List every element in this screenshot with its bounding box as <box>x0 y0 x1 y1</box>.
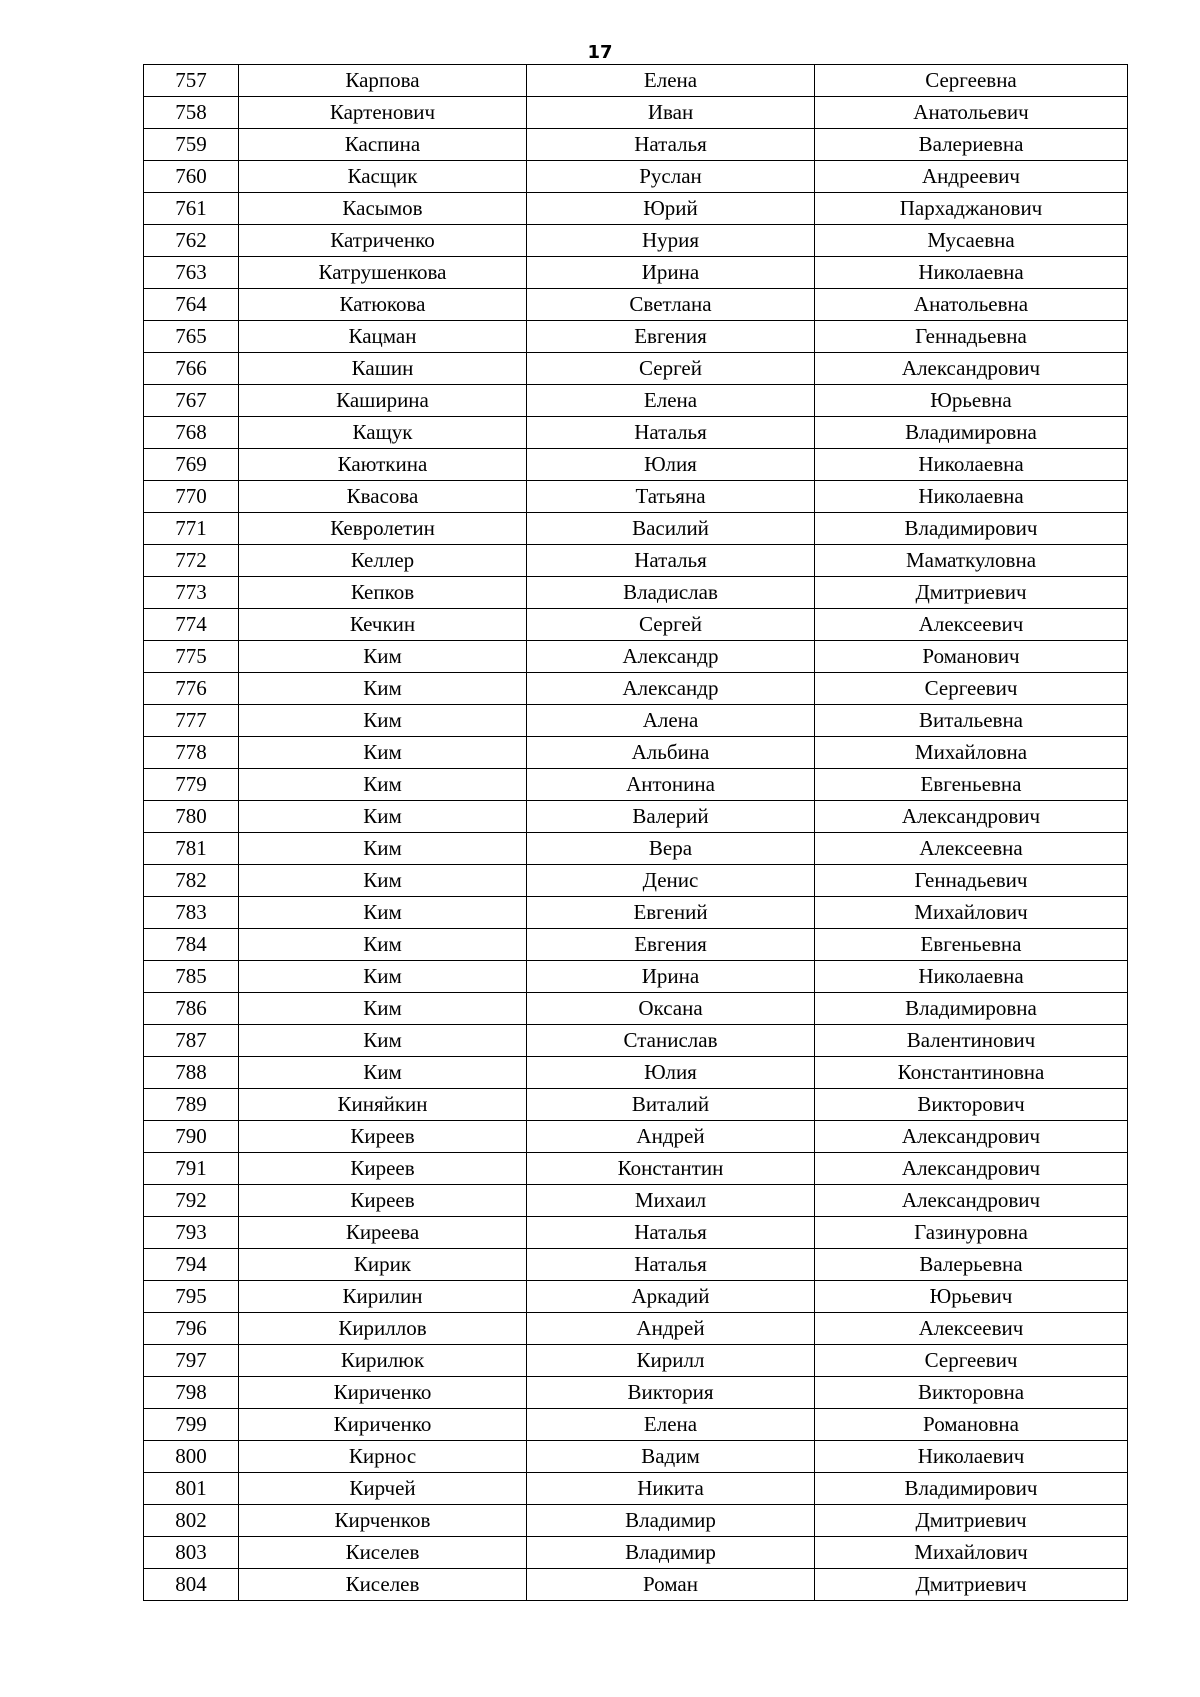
first-name-cell: Оксана <box>527 993 815 1025</box>
patronymic-cell: Валентинович <box>815 1025 1128 1057</box>
last-name-cell: Кепков <box>239 577 527 609</box>
last-name-cell: Кацман <box>239 321 527 353</box>
first-name-cell: Наталья <box>527 1249 815 1281</box>
table-row <box>144 545 1128 577</box>
table-row <box>144 609 1128 641</box>
row-number-cell: 785 <box>144 961 239 993</box>
patronymic-cell: Романович <box>815 641 1128 673</box>
last-name-cell: Ким <box>239 929 527 961</box>
row-number-cell: 791 <box>144 1153 239 1185</box>
patronymic-cell: Николаевна <box>815 449 1128 481</box>
first-name-cell: Ирина <box>527 961 815 993</box>
row-number-cell: 770 <box>144 481 239 513</box>
first-name-cell: Кирилл <box>527 1345 815 1377</box>
row-number-cell: 790 <box>144 1121 239 1153</box>
table-row <box>144 961 1128 993</box>
last-name-cell: Киняйкин <box>239 1089 527 1121</box>
first-name-cell: Наталья <box>527 129 815 161</box>
last-name-cell: Ким <box>239 641 527 673</box>
table-row <box>144 1025 1128 1057</box>
patronymic-cell: Дмитриевич <box>815 577 1128 609</box>
last-name-cell: Карпова <box>239 65 527 97</box>
patronymic-cell: Юрьевич <box>815 1281 1128 1313</box>
last-name-cell: Ким <box>239 865 527 897</box>
table-row <box>144 417 1128 449</box>
patronymic-cell: Александрович <box>815 1121 1128 1153</box>
patronymic-cell: Владимирович <box>815 513 1128 545</box>
row-number-cell: 789 <box>144 1089 239 1121</box>
table-row <box>144 65 1128 97</box>
last-name-cell: Кашин <box>239 353 527 385</box>
table-row <box>144 1057 1128 1089</box>
row-number-cell: 769 <box>144 449 239 481</box>
last-name-cell: Кирнос <box>239 1441 527 1473</box>
table-row <box>144 1121 1128 1153</box>
patronymic-cell: Маматкуловна <box>815 545 1128 577</box>
row-number-cell: 784 <box>144 929 239 961</box>
patronymic-cell: Михайловна <box>815 737 1128 769</box>
patronymic-cell: Валерьевна <box>815 1249 1128 1281</box>
first-name-cell: Никита <box>527 1473 815 1505</box>
first-name-cell: Вадим <box>527 1441 815 1473</box>
row-number-cell: 758 <box>144 97 239 129</box>
patronymic-cell: Геннадьевич <box>815 865 1128 897</box>
row-number-cell: 793 <box>144 1217 239 1249</box>
row-number-cell: 766 <box>144 353 239 385</box>
row-number-cell: 799 <box>144 1409 239 1441</box>
row-number-cell: 777 <box>144 705 239 737</box>
first-name-cell: Татьяна <box>527 481 815 513</box>
row-number-cell: 798 <box>144 1377 239 1409</box>
row-number-cell: 788 <box>144 1057 239 1089</box>
table-row <box>144 481 1128 513</box>
first-name-cell: Андрей <box>527 1313 815 1345</box>
table-row <box>144 1217 1128 1249</box>
row-number-cell: 804 <box>144 1569 239 1601</box>
row-number-cell: 792 <box>144 1185 239 1217</box>
first-name-cell: Владислав <box>527 577 815 609</box>
first-name-cell: Валерий <box>527 801 815 833</box>
patronymic-cell: Алексеевна <box>815 833 1128 865</box>
first-name-cell: Светлана <box>527 289 815 321</box>
table-row <box>144 1185 1128 1217</box>
table-row <box>144 673 1128 705</box>
row-number-cell: 774 <box>144 609 239 641</box>
table-row <box>144 193 1128 225</box>
row-number-cell: 795 <box>144 1281 239 1313</box>
first-name-cell: Альбина <box>527 737 815 769</box>
table-row <box>144 513 1128 545</box>
patronymic-cell: Анатольевна <box>815 289 1128 321</box>
last-name-cell: Каспина <box>239 129 527 161</box>
patronymic-cell: Геннадьевна <box>815 321 1128 353</box>
patronymic-cell: Дмитриевич <box>815 1569 1128 1601</box>
patronymic-cell: Викторовна <box>815 1377 1128 1409</box>
last-name-cell: Ким <box>239 993 527 1025</box>
first-name-cell: Ирина <box>527 257 815 289</box>
last-name-cell: Касщик <box>239 161 527 193</box>
table-row <box>144 1473 1128 1505</box>
table-row <box>144 1569 1128 1601</box>
table-row <box>144 257 1128 289</box>
patronymic-cell: Александрович <box>815 1153 1128 1185</box>
first-name-cell: Александр <box>527 673 815 705</box>
row-number-cell: 786 <box>144 993 239 1025</box>
row-number-cell: 776 <box>144 673 239 705</box>
patronymic-cell: Александрович <box>815 353 1128 385</box>
first-name-cell: Нурия <box>527 225 815 257</box>
row-number-cell: 780 <box>144 801 239 833</box>
last-name-cell: Ким <box>239 737 527 769</box>
table-row <box>144 1313 1128 1345</box>
patronymic-cell: Сергеевич <box>815 673 1128 705</box>
first-name-cell: Наталья <box>527 545 815 577</box>
row-number-cell: 779 <box>144 769 239 801</box>
last-name-cell: Квасова <box>239 481 527 513</box>
last-name-cell: Ким <box>239 801 527 833</box>
last-name-cell: Ким <box>239 897 527 929</box>
patronymic-cell: Николаевна <box>815 961 1128 993</box>
row-number-cell: 803 <box>144 1537 239 1569</box>
patronymic-cell: Константиновна <box>815 1057 1128 1089</box>
patronymic-cell: Михайлович <box>815 1537 1128 1569</box>
table-row <box>144 1089 1128 1121</box>
table-row <box>144 897 1128 929</box>
row-number-cell: 767 <box>144 385 239 417</box>
row-number-cell: 782 <box>144 865 239 897</box>
row-number-cell: 757 <box>144 65 239 97</box>
table-row <box>144 1345 1128 1377</box>
last-name-cell: Кащук <box>239 417 527 449</box>
table-row <box>144 1537 1128 1569</box>
patronymic-cell: Андреевич <box>815 161 1128 193</box>
table-row <box>144 289 1128 321</box>
patronymic-cell: Евгеньевна <box>815 929 1128 961</box>
table-row <box>144 1377 1128 1409</box>
table-row <box>144 769 1128 801</box>
first-name-cell: Антонина <box>527 769 815 801</box>
first-name-cell: Андрей <box>527 1121 815 1153</box>
patronymic-cell: Викторович <box>815 1089 1128 1121</box>
last-name-cell: Картенович <box>239 97 527 129</box>
last-name-cell: Кирилюк <box>239 1345 527 1377</box>
patronymic-cell: Алексеевич <box>815 1313 1128 1345</box>
row-number-cell: 773 <box>144 577 239 609</box>
first-name-cell: Станислав <box>527 1025 815 1057</box>
patronymic-cell: Витальевна <box>815 705 1128 737</box>
patronymic-cell: Пархаджанович <box>815 193 1128 225</box>
first-name-cell: Алена <box>527 705 815 737</box>
row-number-cell: 796 <box>144 1313 239 1345</box>
first-name-cell: Наталья <box>527 1217 815 1249</box>
patronymic-cell: Анатольевич <box>815 97 1128 129</box>
patronymic-cell: Юрьевна <box>815 385 1128 417</box>
table-row <box>144 161 1128 193</box>
last-name-cell: Ким <box>239 1025 527 1057</box>
last-name-cell: Ким <box>239 673 527 705</box>
table-row <box>144 801 1128 833</box>
last-name-cell: Киреев <box>239 1185 527 1217</box>
last-name-cell: Киреев <box>239 1121 527 1153</box>
row-number-cell: 794 <box>144 1249 239 1281</box>
first-name-cell: Сергей <box>527 353 815 385</box>
last-name-cell: Ким <box>239 1057 527 1089</box>
first-name-cell: Елена <box>527 1409 815 1441</box>
table-row <box>144 865 1128 897</box>
first-name-cell: Константин <box>527 1153 815 1185</box>
patronymic-cell: Дмитриевич <box>815 1505 1128 1537</box>
first-name-cell: Денис <box>527 865 815 897</box>
table-row <box>144 1153 1128 1185</box>
first-name-cell: Роман <box>527 1569 815 1601</box>
first-name-cell: Виталий <box>527 1089 815 1121</box>
page-number: 17 <box>587 42 613 63</box>
last-name-cell: Каюткина <box>239 449 527 481</box>
table-row <box>144 353 1128 385</box>
table-row <box>144 1249 1128 1281</box>
last-name-cell: Кирилин <box>239 1281 527 1313</box>
last-name-cell: Ким <box>239 961 527 993</box>
patronymic-cell: Николаевна <box>815 481 1128 513</box>
row-number-cell: 759 <box>144 129 239 161</box>
patronymic-cell: Романовна <box>815 1409 1128 1441</box>
table-row <box>144 1409 1128 1441</box>
first-name-cell: Александр <box>527 641 815 673</box>
row-number-cell: 781 <box>144 833 239 865</box>
table-row <box>144 385 1128 417</box>
first-name-cell: Юлия <box>527 1057 815 1089</box>
patronymic-cell: Владимировна <box>815 993 1128 1025</box>
first-name-cell: Владимир <box>527 1505 815 1537</box>
table-row <box>144 993 1128 1025</box>
table-row <box>144 129 1128 161</box>
last-name-cell: Кевролетин <box>239 513 527 545</box>
row-number-cell: 762 <box>144 225 239 257</box>
last-name-cell: Ким <box>239 705 527 737</box>
last-name-cell: Каширина <box>239 385 527 417</box>
last-name-cell: Кириченко <box>239 1409 527 1441</box>
first-name-cell: Михаил <box>527 1185 815 1217</box>
first-name-cell: Вера <box>527 833 815 865</box>
row-number-cell: 771 <box>144 513 239 545</box>
row-number-cell: 787 <box>144 1025 239 1057</box>
patronymic-cell: Владимировна <box>815 417 1128 449</box>
last-name-cell: Кечкин <box>239 609 527 641</box>
table-row <box>144 833 1128 865</box>
first-name-cell: Руслан <box>527 161 815 193</box>
patronymic-cell: Газинуровна <box>815 1217 1128 1249</box>
first-name-cell: Елена <box>527 65 815 97</box>
first-name-cell: Сергей <box>527 609 815 641</box>
patronymic-cell: Николаевна <box>815 257 1128 289</box>
table-row <box>144 1505 1128 1537</box>
first-name-cell: Елена <box>527 385 815 417</box>
row-number-cell: 801 <box>144 1473 239 1505</box>
table-row <box>144 705 1128 737</box>
row-number-cell: 764 <box>144 289 239 321</box>
row-number-cell: 775 <box>144 641 239 673</box>
first-name-cell: Евгений <box>527 897 815 929</box>
last-name-cell: Ким <box>239 769 527 801</box>
last-name-cell: Катюкова <box>239 289 527 321</box>
patronymic-cell: Валериевна <box>815 129 1128 161</box>
row-number-cell: 778 <box>144 737 239 769</box>
first-name-cell: Наталья <box>527 417 815 449</box>
patronymic-cell: Владимирович <box>815 1473 1128 1505</box>
first-name-cell: Василий <box>527 513 815 545</box>
table-row <box>144 929 1128 961</box>
first-name-cell: Иван <box>527 97 815 129</box>
table-row <box>144 577 1128 609</box>
last-name-cell: Келлер <box>239 545 527 577</box>
table-row <box>144 449 1128 481</box>
last-name-cell: Катрушенкова <box>239 257 527 289</box>
patronymic-cell: Александрович <box>815 801 1128 833</box>
first-name-cell: Юлия <box>527 449 815 481</box>
names-table <box>143 64 1128 1601</box>
row-number-cell: 760 <box>144 161 239 193</box>
table-row <box>144 97 1128 129</box>
table-row <box>144 737 1128 769</box>
row-number-cell: 800 <box>144 1441 239 1473</box>
last-name-cell: Киселев <box>239 1537 527 1569</box>
patronymic-cell: Сергеевна <box>815 65 1128 97</box>
table-row <box>144 225 1128 257</box>
patronymic-cell: Евгеньевна <box>815 769 1128 801</box>
last-name-cell: Кирчей <box>239 1473 527 1505</box>
row-number-cell: 797 <box>144 1345 239 1377</box>
row-number-cell: 772 <box>144 545 239 577</box>
table-row <box>144 321 1128 353</box>
last-name-cell: Катриченко <box>239 225 527 257</box>
patronymic-cell: Сергеевич <box>815 1345 1128 1377</box>
first-name-cell: Юрий <box>527 193 815 225</box>
row-number-cell: 802 <box>144 1505 239 1537</box>
last-name-cell: Киреев <box>239 1153 527 1185</box>
first-name-cell: Евгения <box>527 929 815 961</box>
table-row <box>144 1441 1128 1473</box>
row-number-cell: 768 <box>144 417 239 449</box>
row-number-cell: 761 <box>144 193 239 225</box>
names-table-body <box>144 65 1128 1601</box>
patronymic-cell: Мусаевна <box>815 225 1128 257</box>
patronymic-cell: Алексеевич <box>815 609 1128 641</box>
table-row <box>144 1281 1128 1313</box>
patronymic-cell: Александрович <box>815 1185 1128 1217</box>
last-name-cell: Киреева <box>239 1217 527 1249</box>
first-name-cell: Виктория <box>527 1377 815 1409</box>
last-name-cell: Кирик <box>239 1249 527 1281</box>
row-number-cell: 765 <box>144 321 239 353</box>
first-name-cell: Аркадий <box>527 1281 815 1313</box>
last-name-cell: Кириченко <box>239 1377 527 1409</box>
last-name-cell: Кирченков <box>239 1505 527 1537</box>
table-row <box>144 641 1128 673</box>
first-name-cell: Владимир <box>527 1537 815 1569</box>
last-name-cell: Киселев <box>239 1569 527 1601</box>
patronymic-cell: Михайлович <box>815 897 1128 929</box>
first-name-cell: Евгения <box>527 321 815 353</box>
patronymic-cell: Николаевич <box>815 1441 1128 1473</box>
last-name-cell: Ким <box>239 833 527 865</box>
row-number-cell: 783 <box>144 897 239 929</box>
last-name-cell: Кириллов <box>239 1313 527 1345</box>
last-name-cell: Касымов <box>239 193 527 225</box>
row-number-cell: 763 <box>144 257 239 289</box>
